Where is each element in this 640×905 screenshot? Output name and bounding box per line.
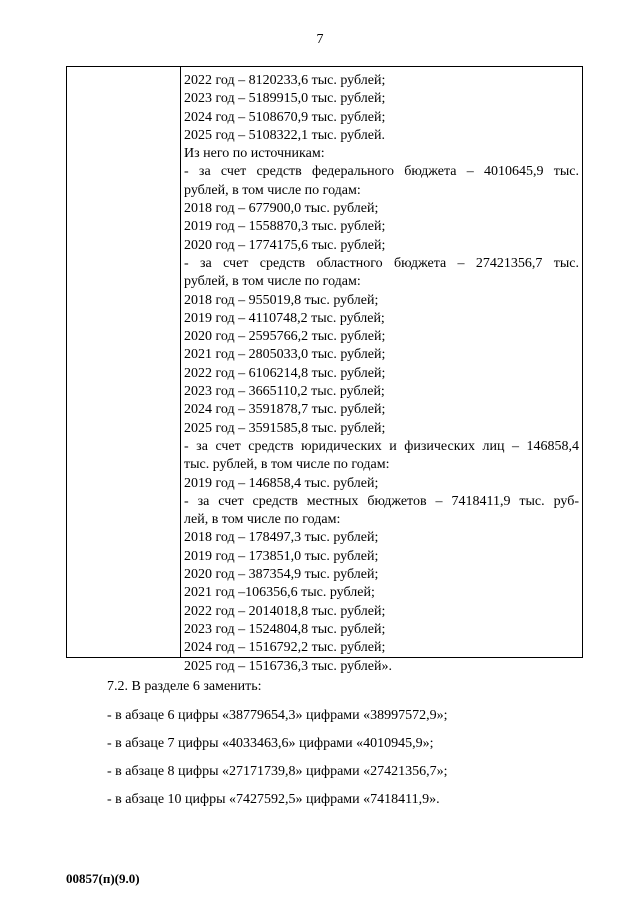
table-line: 2019 год – 4110748,2 тыс. рублей; <box>184 310 385 326</box>
table-line: 2020 год – 387354,9 тыс. рублей; <box>184 567 379 583</box>
table-line: 2019 год – 146858,4 тыс. рублей; <box>184 475 379 491</box>
change-item: - в абзаце 7 цифры «4033463,6» цифрами «4010945,9»; <box>107 736 434 751</box>
table-line: 2025 год – 1516736,3 тыс. рублей». <box>184 658 392 674</box>
table-line: 2023 год – 5189915,0 тыс. рублей; <box>184 91 386 107</box>
table-line: Из него по источникам: <box>184 146 325 162</box>
table-line: 2024 год – 1516792,2 тыс. рублей; <box>184 640 386 656</box>
table-line: 2024 год – 5108670,9 тыс. рублей; <box>184 109 386 125</box>
table-line: 2022 год – 8120233,6 тыс. рублей; <box>184 73 386 88</box>
page-number: 7 <box>316 32 324 47</box>
change-item: - в абзаце 6 цифры «38779654,3» цифрами «38997572,9»; <box>107 708 448 723</box>
table-line: 2019 год – 1558870,3 тыс. рублей; <box>184 219 386 235</box>
changes-list <box>107 702 587 814</box>
table-line: 2020 год – 1774175,6 тыс. рублей; <box>184 237 386 253</box>
table-line: - за счет средств областного бюджета – 27421356,7 тыс. <box>184 255 579 271</box>
table-line: 2018 год – 178497,3 тыс. рублей; <box>184 530 379 546</box>
document-code: 00857(п)(9.0) <box>66 871 140 886</box>
table-column-divider <box>180 67 181 657</box>
section-heading: 7.2. В разделе 6 заменить: <box>107 679 262 694</box>
table-line: 2020 год – 2595766,2 тыс. рублей; <box>184 329 386 345</box>
change-item: - в абзаце 10 цифры «7427592,5» цифрами «7418411,9». <box>107 792 440 807</box>
table-line: 2018 год – 677900,0 тыс. рублей; <box>184 201 379 217</box>
table-line: 2024 год – 3591878,7 тыс. рублей; <box>184 402 386 418</box>
table-line: лей, в том числе по годам: <box>184 512 341 528</box>
financing-table <box>66 66 583 674</box>
table-line: 2025 год – 3591585,8 тыс. рублей; <box>184 420 386 436</box>
table-right-cell <box>184 72 579 676</box>
table-line: 2022 год – 6106214,8 тыс. рублей; <box>184 365 386 381</box>
table-line: 2018 год – 955019,8 тыс. рублей; <box>184 292 379 308</box>
table-line: 2021 год –106356,6 тыс. рублей; <box>184 585 375 601</box>
table-line: - за счет средств местных бюджетов – 7418411,9 тыс. руб- <box>184 493 579 509</box>
table-line: рублей, в том числе по годам: <box>184 274 361 290</box>
table-line: - за счет средств федерального бюджета – 4010645,9 тыс. <box>184 164 579 180</box>
table-line: тыс. рублей, в том числе по годам: <box>184 457 390 473</box>
change-item: - в абзаце 8 цифры «27171739,8» цифрами «27421356,7»; <box>107 764 448 779</box>
table-line: 2025 год – 5108322,1 тыс. рублей. <box>184 127 385 143</box>
table-line: - за счет средств юридических и физических лиц – 146858,4 <box>184 438 579 454</box>
table-line: рублей, в том числе по годам: <box>184 182 361 198</box>
table-line: 2021 год – 2805033,0 тыс. рублей; <box>184 347 386 363</box>
table-line: 2019 год – 173851,0 тыс. рублей; <box>184 548 379 564</box>
table-line: 2022 год – 2014018,8 тыс. рублей; <box>184 603 386 619</box>
table-line: 2023 год – 3665110,2 тыс. рублей; <box>184 384 385 400</box>
table-line: 2023 год – 1524804,8 тыс. рублей; <box>184 621 386 637</box>
